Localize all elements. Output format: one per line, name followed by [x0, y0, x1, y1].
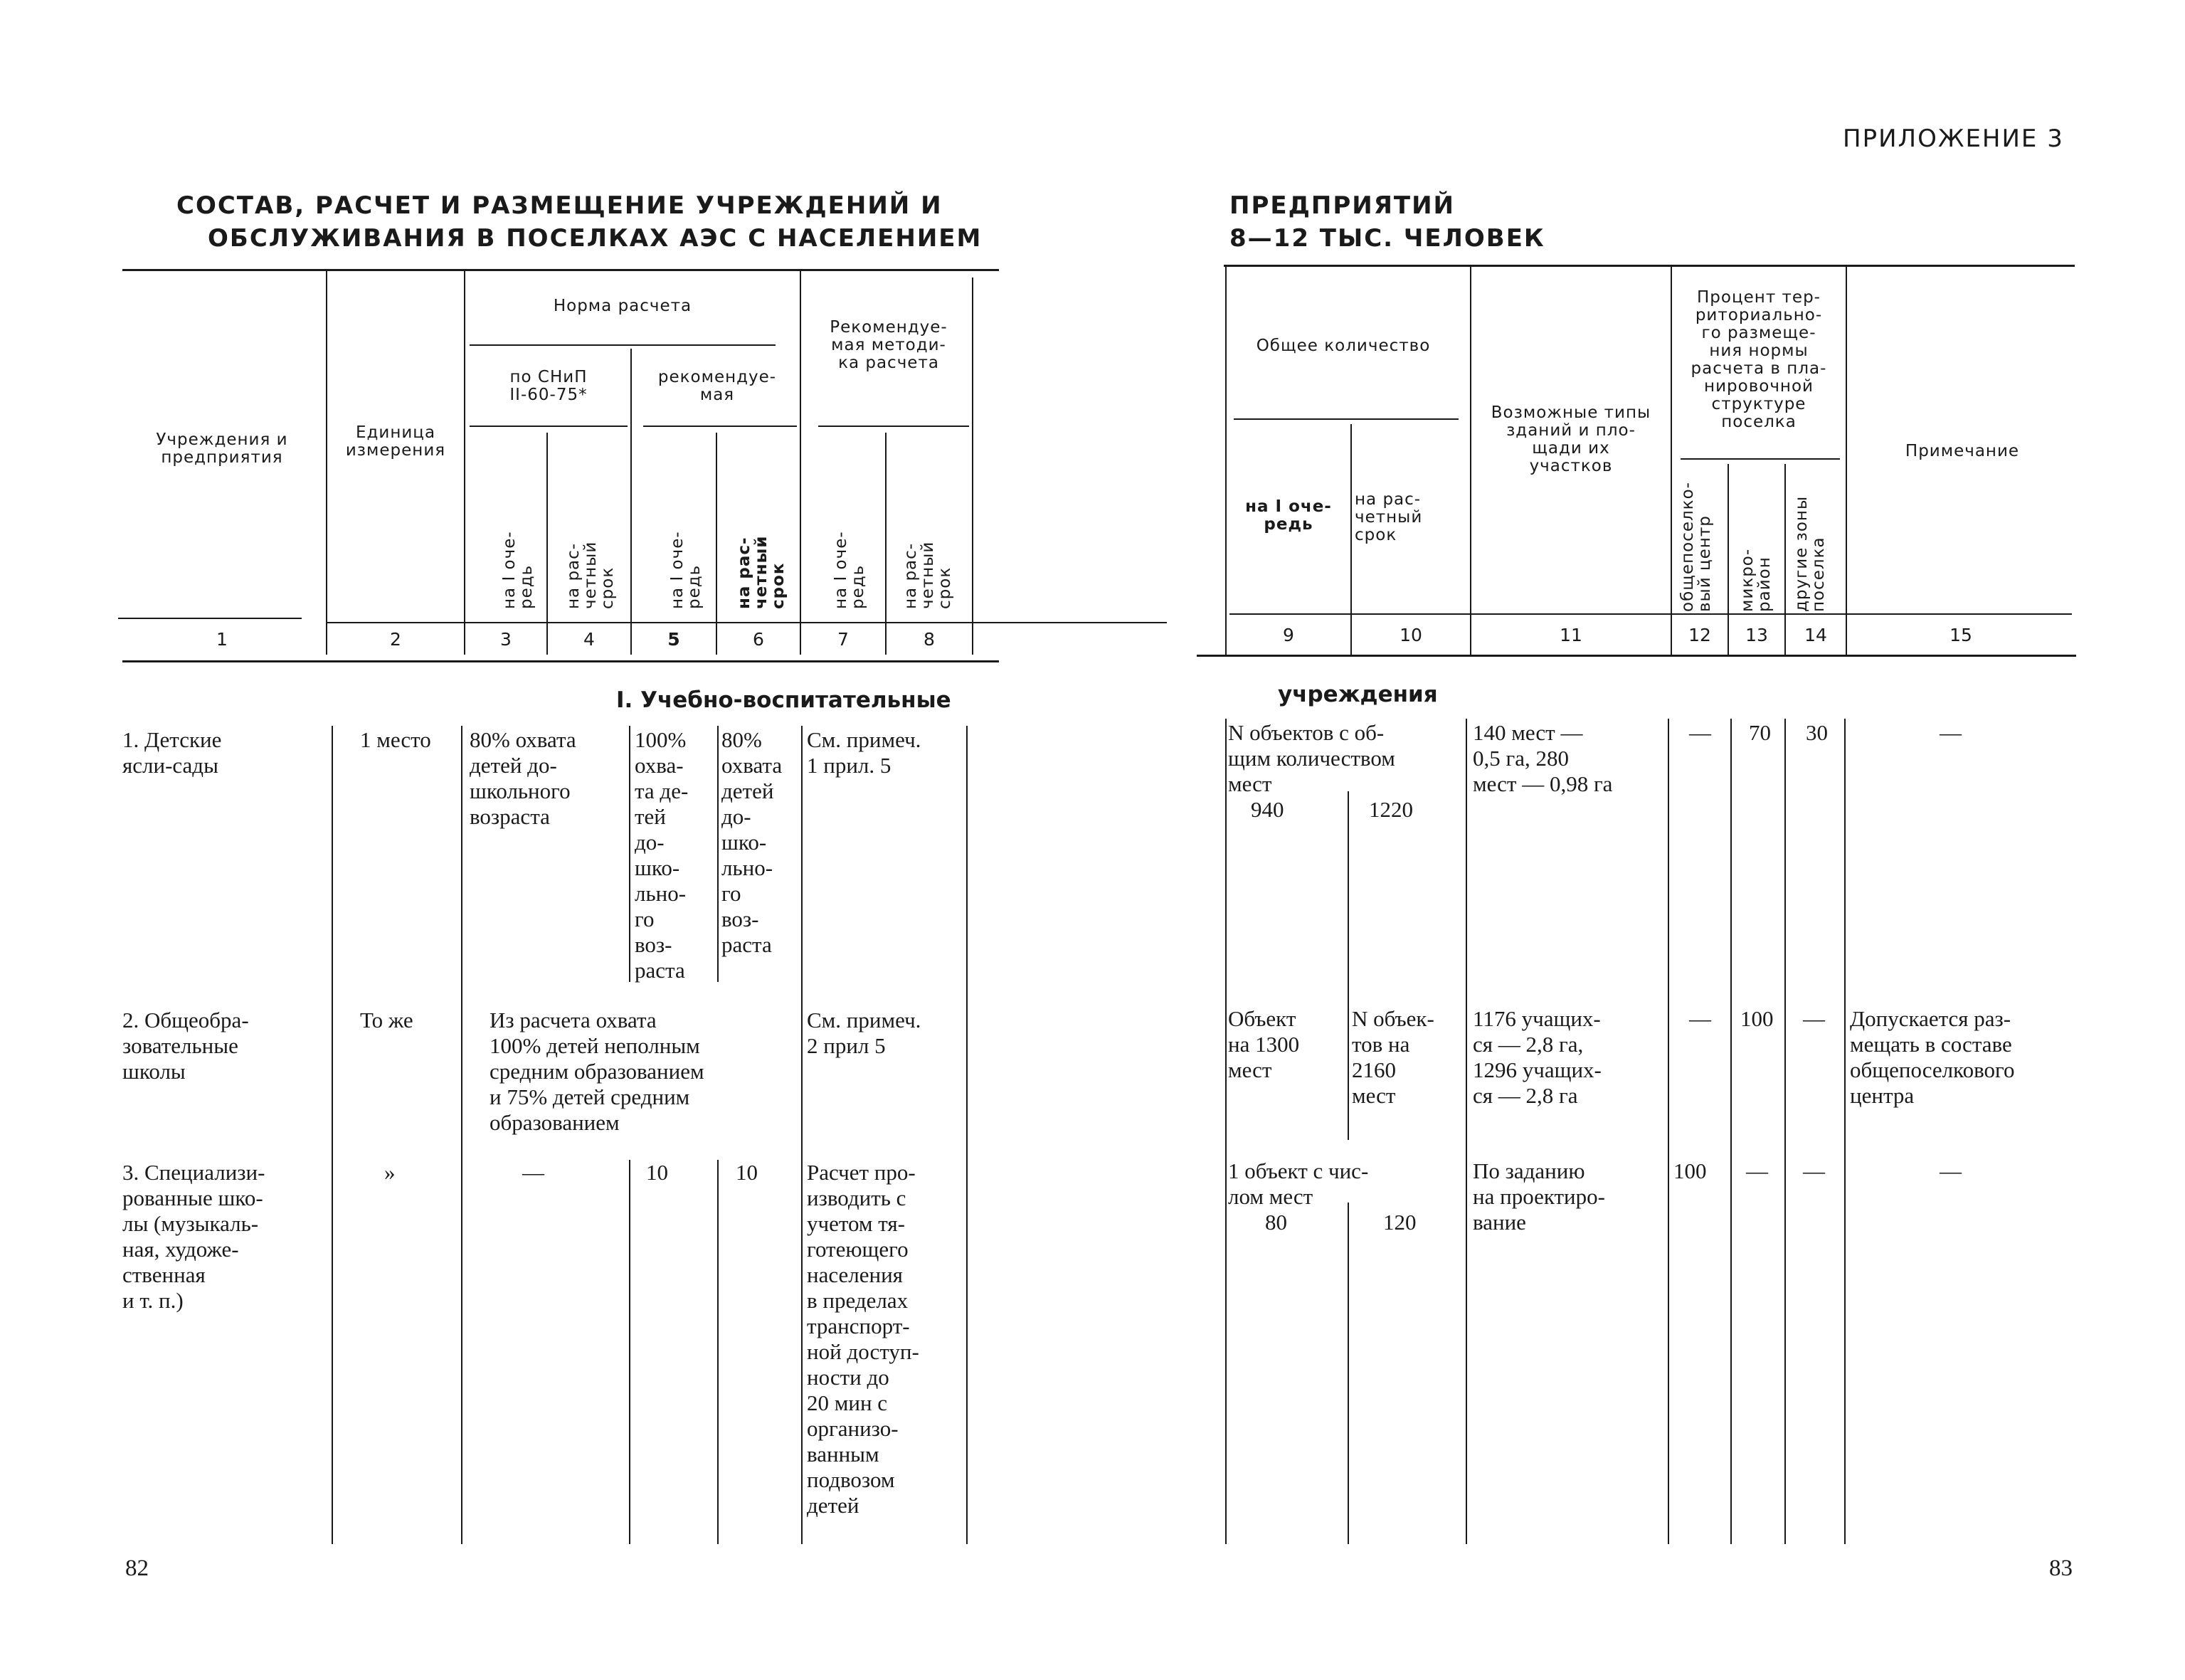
header-total: Общее количество: [1256, 337, 1431, 355]
row1-col12: —: [1689, 720, 1711, 745]
col-number-15: 15: [1949, 625, 1972, 645]
col-number-4: 4: [583, 629, 595, 650]
row1-name: 1. Детские ясли-сады: [122, 727, 222, 778]
col-number-3: 3: [500, 629, 512, 650]
header-col12: общепоселко- вый центр: [1678, 482, 1714, 612]
row3-col10-value: 120: [1383, 1210, 1417, 1235]
appendix-label: ПРИЛОЖЕНИЕ 3: [1843, 125, 2064, 153]
header-col8: на рас- четный срок: [901, 541, 954, 609]
row3-unit: »: [384, 1160, 396, 1185]
section-title-right: учреждения: [1278, 682, 1438, 707]
section-title-left: I. Учебно-воспитательные: [616, 687, 951, 713]
row3-col15: —: [1940, 1158, 1962, 1183]
title-left-line1: СОСТАВ, РАСЧЕТ И РАЗМЕЩЕНИЕ УЧРЕЖДЕНИЙ И: [176, 191, 943, 220]
row2-col12: —: [1689, 1006, 1711, 1031]
row2-col11: 1176 учащих- ся — 2,8 га, 1296 учащих- ся — 2,8 га: [1473, 1006, 1602, 1108]
row1-col11: 140 мест — 0,5 га, 280 мест — 0,98 га: [1473, 720, 1613, 796]
header-col7: на I оче- редь: [832, 531, 867, 609]
row2-col14: —: [1803, 1006, 1825, 1031]
title-right-line2: 8—12 ТЫС. ЧЕЛОВЕК: [1229, 224, 1545, 253]
header-percent: Процент тер- риториально- го размеще- ния нормы расчета в пла- нировочной структуре поселка: [1691, 288, 1827, 431]
header-col5: на I оче- редь: [668, 531, 704, 609]
header-col13: микро- район: [1738, 548, 1774, 612]
page-number-left: 82: [125, 1555, 149, 1581]
row3-col9: 1 объект с чис- лом мест: [1228, 1158, 1369, 1209]
row2-col9: Объект на 1300 мест: [1228, 1006, 1300, 1082]
header-snip: по СНиП II-60-75*: [509, 368, 588, 404]
row1-col10-value: 1220: [1369, 797, 1413, 822]
header-col6: на рас- четный срок: [735, 535, 788, 609]
row1-col6: 80% охвата детей до- шко- льно- го воз- раста: [721, 727, 783, 957]
row2-name: 2. Общеобра- зовательные школы: [122, 1008, 249, 1084]
row3-col6: 10: [736, 1160, 758, 1185]
row1-col7: См. примеч. 1 прил. 5: [807, 727, 921, 778]
row3-name: 3. Специализи- рованные шко- лы (музыкаль- ная, художе- ственная и т. п.): [122, 1160, 265, 1313]
row3-col13: —: [1746, 1158, 1768, 1183]
col-number-13: 13: [1745, 625, 1768, 645]
header-col10: на рас- четный срок: [1355, 490, 1423, 544]
header-norm: Норма расчета: [553, 297, 692, 315]
row2-col15: Допускается раз- мещать в составе общепоселкового центра: [1850, 1006, 2015, 1108]
col-number-12: 12: [1688, 625, 1711, 645]
row1-col9: N объектов с об- щим количеством мест: [1228, 720, 1395, 796]
row2-col10: N объек- тов на 2160 мест: [1352, 1006, 1434, 1108]
header-col14: другие зоны поселка: [1792, 495, 1828, 612]
row3-col7: Расчет про- изводить с учетом тя- готеющего населения в пределах транспорт- ной доступ- ности до 20 мин с организо- ванным подвозом детей: [807, 1160, 919, 1518]
row3-col11: По заданию на проектиро- вание: [1473, 1158, 1605, 1235]
header-note: Примечание: [1905, 442, 2020, 460]
row1-col3: 80% охвата детей до- школьного возраста: [470, 727, 576, 829]
col-number-2: 2: [390, 629, 401, 650]
header-method: Рекомендуе- мая методи- ка расчета: [830, 318, 948, 372]
col-number-5: 5: [667, 629, 680, 650]
col-number-6: 6: [753, 629, 764, 650]
header-types: Возможные типы зданий и пло- щади их участков: [1491, 403, 1651, 475]
header-col3: на I оче- редь: [500, 531, 536, 609]
row3-col12: 100: [1673, 1158, 1707, 1183]
header-unit: Единица измерения: [345, 423, 446, 460]
col-number-1: 1: [216, 629, 228, 650]
row3-col5: 10: [646, 1160, 668, 1185]
page-number-right: 83: [2049, 1555, 2073, 1581]
row3-col14: —: [1803, 1158, 1825, 1183]
col-number-7: 7: [837, 629, 849, 650]
title-left-line2: ОБСЛУЖИВАНИЯ В ПОСЕЛКАХ АЭС С НАСЕЛЕНИЕМ: [208, 224, 983, 253]
row3-col9-value: 80: [1265, 1210, 1287, 1235]
col-number-10: 10: [1400, 625, 1422, 645]
row1-col9-value: 940: [1251, 797, 1284, 822]
title-right-line1: ПРЕДПРИЯТИЙ: [1229, 191, 1455, 220]
row1-unit: 1 место: [360, 727, 431, 752]
header-institutions: Учреждения и предприятия: [156, 430, 288, 467]
row1-col13: 70: [1749, 720, 1771, 745]
row2-col7: См. примеч. 2 прил 5: [807, 1008, 921, 1058]
header-recommended: рекомендуе- мая: [657, 368, 777, 404]
col-number-14: 14: [1804, 625, 1827, 645]
row1-col5: 100% охва- та де- тей до- шко- льно- го воз- раста: [635, 727, 689, 983]
row3-col3: —: [522, 1160, 544, 1185]
header-col4: на рас- четный срок: [564, 541, 617, 609]
row1-col14: 30: [1806, 720, 1828, 745]
col-number-8: 8: [924, 629, 935, 650]
col-number-9: 9: [1283, 625, 1294, 645]
col-number-11: 11: [1560, 625, 1582, 645]
row2-col3: Из расчета охвата 100% детей неполным средним образованием и 75% детей средним образованием: [490, 1008, 704, 1135]
row2-col13: 100: [1740, 1006, 1774, 1031]
row1-col15: —: [1940, 720, 1962, 745]
row2-unit: То же: [360, 1008, 413, 1032]
header-col9: на I оче- редь: [1245, 497, 1332, 534]
